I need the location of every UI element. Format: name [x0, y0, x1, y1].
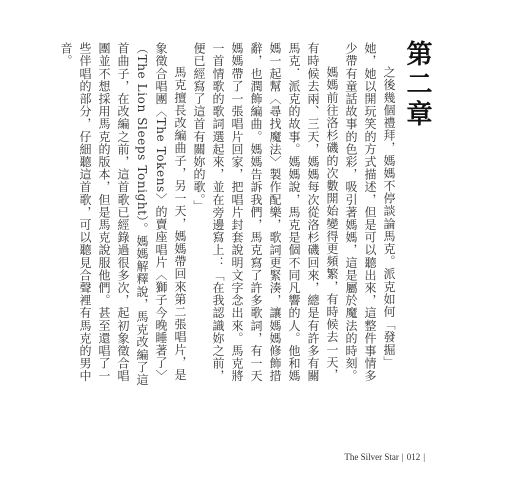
page-number: 012 [406, 452, 421, 462]
footer-trailing-separator: | [423, 452, 425, 462]
footer-separator: | [401, 452, 404, 462]
paragraph: 馬克擅長改編曲子，另一天，媽媽帶回來第二張唱片，是象徵合唱團〈The Tokens〉的賣座唱片〈獅子今晚睡著了〉（The Lion Sleeps Tonight）。媽媽解釋說，馬克改編了這首曲子，在改編之前，這首歌已經錄過很多次，起初象徵合唱團並不想採用馬克的版本，但是馬克說服他們。甚至還唱了一些伴唱的部分，仔細聽這首歌，可以聽見合聲裡有馬克的男中音。 [59, 42, 187, 387]
paragraph: 媽媽前往洛杉磯的次數開始變得更頻繁，有時候去一天，有時候去兩、三天，媽媽每次從洛杉磯回來，總是有許多有關馬克．派克的故事。媽媽說，馬克是個不同凡響的人。他和媽媽一起幫〈尋找魔法〉製作配樂，歌詞更緊湊，讓媽媽修飾措辭，也潤飾編曲。媽媽告訴我們，馬克寫了許多歌詞，有一天媽媽帶了一張唱片回家，把唱片封套說明文字念出來。馬克將一首情歌的歌詞選起來，並在旁邊寫上：「在我認識妳之前，便已經寫了這首有關妳的歌。」 [192, 42, 339, 383]
body-text [56, 42, 398, 387]
chapter-title: 第二章 [402, 40, 432, 130]
paragraph: 之後幾個禮拜，媽媽不停談論馬克。派克如何「發掘」她，她以開玩笑的方式描述，但是可以聽出來，這整件事情多少帶有童話故事的色彩，吸引著媽媽，這是屬於魔法的時刻。 [344, 42, 396, 383]
book-title: The Silver Star [344, 452, 399, 462]
page-footer [344, 452, 428, 462]
